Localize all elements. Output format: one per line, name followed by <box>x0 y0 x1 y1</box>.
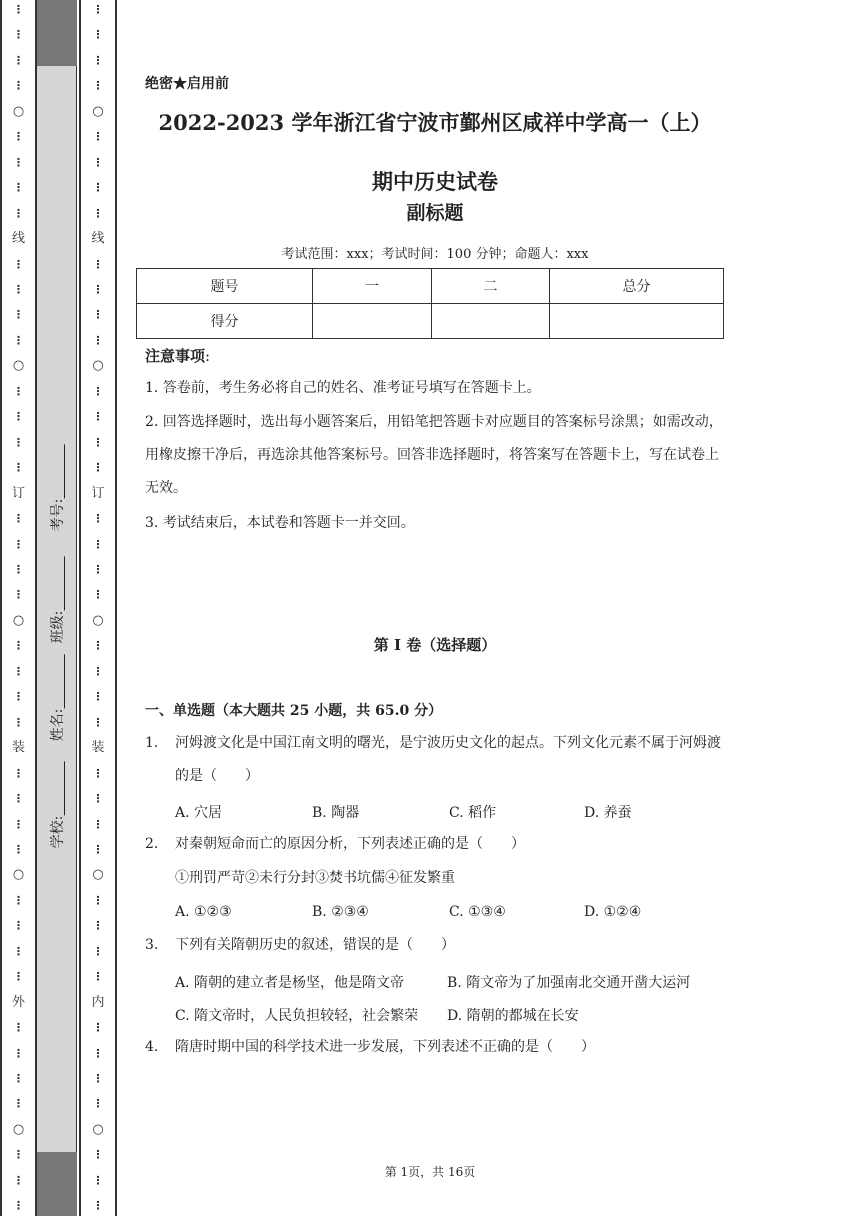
binding-dots: ⋮ <box>13 181 24 195</box>
binding-dots: ⋮ <box>92 537 104 551</box>
option[interactable]: D. 隋朝的都城在长安 <box>447 1008 579 1024</box>
binding-dots: ⋮ <box>92 206 104 220</box>
binding-dots: ⋮ <box>13 282 24 296</box>
option[interactable]: D. 养蚕 <box>584 805 632 821</box>
binding-dots: ⋮ <box>92 512 104 526</box>
binding-dots: ⋮ <box>92 766 104 780</box>
binding-circle-icon: ○ <box>92 358 104 374</box>
binding-dots: ⋮ <box>13 53 24 67</box>
binding-dots: ⋮ <box>13 537 24 551</box>
notice-item-3: 3. 考试结束后，本试卷和答题卡一并交回。 <box>145 515 415 531</box>
notice-heading: 注意事项: <box>145 347 211 365</box>
binding-dots: ⋮ <box>92 792 104 806</box>
binding-dots: ⋮ <box>92 970 104 984</box>
binding-dots: ⋮ <box>92 384 104 398</box>
binding-strip-outer <box>0 0 37 1216</box>
binding-dots: ⋮ <box>13 690 24 704</box>
binding-dots: ⋮ <box>13 664 24 678</box>
binding-dots: ⋮ <box>13 766 24 780</box>
binding-dots: ⋮ <box>92 461 104 475</box>
notice-item-1: 1. 答卷前，考生务必将自己的姓名、准考证号填写在答题卡上。 <box>145 380 541 396</box>
table-row <box>137 304 724 339</box>
binding-dots: ⋮ <box>13 893 24 907</box>
table-cell <box>550 304 724 339</box>
binding-dots: ⋮ <box>13 1097 24 1111</box>
binding-dots: ⋮ <box>13 333 24 347</box>
binding-dots: ⋮ <box>92 639 104 653</box>
exam-title-line2: 期中历史试卷 <box>372 169 498 194</box>
binding-dots: ⋮ <box>92 130 104 144</box>
binding-dots: ⋮ <box>13 919 24 933</box>
binding-mark: 内 <box>91 994 105 1010</box>
exam-title <box>145 106 725 199</box>
binding-dots: ⋮ <box>13 384 24 398</box>
binding-marks-inner <box>81 0 115 1216</box>
binding-dots: ⋮ <box>92 3 104 16</box>
binding-dots: ⋮ <box>13 842 24 856</box>
binding-dots: ⋮ <box>92 79 104 93</box>
binding-dots: ⋮ <box>92 1199 104 1213</box>
notice-item-2: 2. 回答选择题时，选出每小题答案后，用铅笔把答题卡对应题目的答案标号涂黑；如需改动，用橡皮擦干净后，再选涂其他答案标号。回答非选择题时，将答案写在答题卡上，写在试卷上无效。 <box>145 414 723 496</box>
binding-dots: ⋮ <box>92 1021 104 1035</box>
binding-mark: 线 <box>11 231 25 247</box>
binding-dots: ⋮ <box>92 893 104 907</box>
binding-dots: ⋮ <box>13 28 24 42</box>
exam-subtitle: 副标题 <box>406 202 464 224</box>
binding-dots: ⋮ <box>13 435 24 449</box>
binding-dots: ⋮ <box>13 562 24 576</box>
page-footer: 第 1页，共 16页 <box>384 1165 476 1179</box>
binding-dots: ⋮ <box>13 639 24 653</box>
exam-scope: 考试范围：xxx；考试时间：100 分钟；命题人：xxx <box>281 247 589 262</box>
table-cell: 二 <box>432 269 550 304</box>
field-name: 姓名: <box>47 655 67 742</box>
binding-dots: ⋮ <box>92 919 104 933</box>
binding-dots: ⋮ <box>13 308 24 322</box>
binding-circle-icon: ○ <box>12 103 25 119</box>
binding-dots: ⋮ <box>13 512 24 526</box>
option[interactable]: A. 隋朝的建立者是杨坚，他是隋文帝 <box>175 975 405 991</box>
table-cell: 一 <box>313 269 432 304</box>
binding-dots: ⋮ <box>13 792 24 806</box>
binding-dots: ⋮ <box>92 257 104 271</box>
binding-dots: ⋮ <box>13 970 24 984</box>
score-table <box>136 268 724 339</box>
table-row <box>137 269 724 304</box>
binding-mark: 装 <box>91 740 105 756</box>
option[interactable]: C. ①③④ <box>449 904 506 920</box>
binding-dots: ⋮ <box>92 333 104 347</box>
binding-circle-icon: ○ <box>92 103 104 119</box>
option[interactable]: B. 隋文帝为了加强南北交通开凿大运河 <box>447 975 691 991</box>
binding-marks-outer <box>2 0 35 1216</box>
binding-dots: ⋮ <box>92 1173 104 1187</box>
binding-dots: ⋮ <box>92 282 104 296</box>
binding-dots: ⋮ <box>92 1046 104 1060</box>
binding-dots: ⋮ <box>92 435 104 449</box>
binding-dots: ⋮ <box>13 461 24 475</box>
binding-dots: ⋮ <box>92 1097 104 1111</box>
binding-dots: ⋮ <box>92 410 104 424</box>
binding-dots: ⋮ <box>92 944 104 958</box>
field-class: 班级: <box>47 557 67 644</box>
binding-circle-icon: ○ <box>12 358 25 374</box>
binding-mark: 外 <box>11 994 25 1010</box>
secret-label: 绝密★启用前 <box>145 76 229 92</box>
table-cell <box>432 304 550 339</box>
binding-dots: ⋮ <box>13 3 24 16</box>
option[interactable]: D. ①②④ <box>584 904 642 920</box>
binding-dots: ⋮ <box>92 664 104 678</box>
binding-dots: ⋮ <box>92 181 104 195</box>
binding-mark: 订 <box>91 485 105 501</box>
binding-circle-icon: ○ <box>92 867 104 883</box>
field-exam-number: 考号: <box>47 445 67 532</box>
binding-dots: ⋮ <box>13 257 24 271</box>
binding-circle-icon: ○ <box>92 1121 104 1137</box>
binding-dots: ⋮ <box>13 155 24 169</box>
binding-mark: 订 <box>11 485 25 501</box>
binding-circle-icon: ○ <box>12 612 25 628</box>
binding-dots: ⋮ <box>13 588 24 602</box>
binding-dots: ⋮ <box>13 715 24 729</box>
exam-title-line1: 2022-2023 学年浙江省宁波市鄞州区咸祥中学高一（上） <box>158 110 712 135</box>
binding-dots: ⋮ <box>13 79 24 93</box>
binding-dots: ⋮ <box>13 1199 24 1213</box>
binding-dots: ⋮ <box>13 1148 24 1162</box>
binding-dots: ⋮ <box>13 817 24 831</box>
option[interactable]: A. ①②③ <box>175 904 232 920</box>
table-cell <box>313 304 432 339</box>
table-cell: 得分 <box>137 304 313 339</box>
part-title: 第 I 卷（选择题） <box>373 636 497 654</box>
binding-dots: ⋮ <box>92 715 104 729</box>
binding-dots: ⋮ <box>92 588 104 602</box>
binding-dots: ⋮ <box>92 562 104 576</box>
option[interactable]: B. ②③④ <box>312 904 369 920</box>
binding-circle-icon: ○ <box>12 867 25 883</box>
binding-circle-icon: ○ <box>92 612 104 628</box>
binding-dots: ⋮ <box>92 53 104 67</box>
binding-circle-icon: ○ <box>12 1121 25 1137</box>
binding-dots: ⋮ <box>92 1072 104 1086</box>
binding-dots: ⋮ <box>13 130 24 144</box>
option[interactable]: C. 稻作 <box>449 805 497 821</box>
table-cell: 题号 <box>137 269 313 304</box>
binding-dots: ⋮ <box>92 308 104 322</box>
field-school: 学校: <box>47 762 67 849</box>
section-title: 一、单选题（本大题共 25 小题，共 65.0 分） <box>145 703 443 719</box>
binding-dots: ⋮ <box>13 1021 24 1035</box>
option[interactable]: B. 陶器 <box>312 805 360 821</box>
binding-dots: ⋮ <box>13 410 24 424</box>
option[interactable]: C. 隋文帝时，人民负担较轻，社会繁荣 <box>175 1008 419 1024</box>
binding-dots: ⋮ <box>13 1046 24 1060</box>
option[interactable]: A. 穴居 <box>175 805 223 821</box>
binding-strip-inner <box>79 0 117 1216</box>
binding-dots: ⋮ <box>13 1173 24 1187</box>
binding-dots: ⋮ <box>92 28 104 42</box>
binding-mark: 装 <box>11 740 25 756</box>
binding-dots: ⋮ <box>13 1072 24 1086</box>
binding-strip-fields <box>37 0 77 1216</box>
binding-dots: ⋮ <box>92 842 104 856</box>
binding-dots: ⋮ <box>92 817 104 831</box>
binding-dots: ⋮ <box>92 1148 104 1162</box>
binding-mark: 线 <box>91 231 105 247</box>
binding-dots: ⋮ <box>13 944 24 958</box>
binding-dots: ⋮ <box>92 690 104 704</box>
binding-dots: ⋮ <box>13 206 24 220</box>
table-cell: 总分 <box>550 269 724 304</box>
binding-dots: ⋮ <box>92 155 104 169</box>
